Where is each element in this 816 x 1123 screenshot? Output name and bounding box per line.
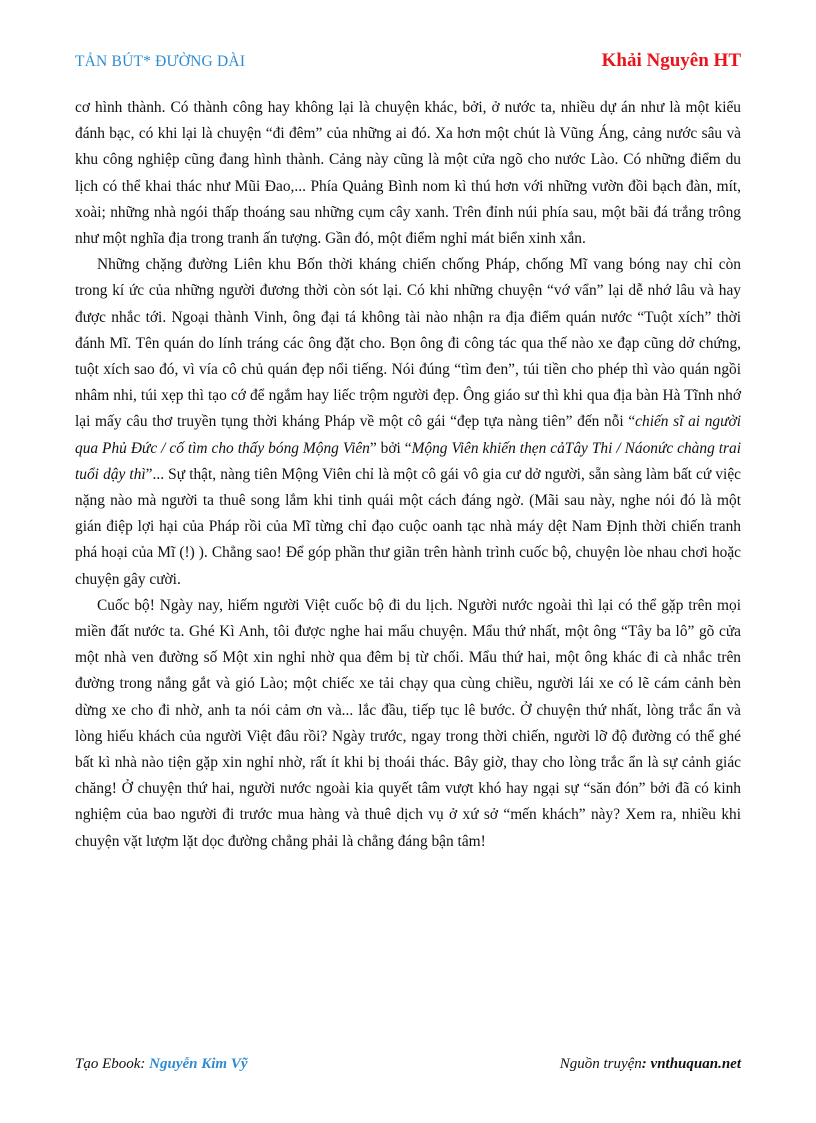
source-site-link[interactable]: vnthuquan.net xyxy=(650,1056,741,1072)
paragraph-3: Cuốc bộ! Ngày nay, hiếm người Việt cuốc bộ đi du lịch. Người nước ngoài thì lại có thể gặp trên mọi miền đất nước ta. Ghé Kì Anh, tôi được nghe hai mẩu chuyện. Mẩu thứ nhất, một ông “Tây ba lô” gõ cửa một nhà ven đường số Một xin nghỉ nhờ qua đêm bị từ chối. Mẩu thứ hai, một ông khác đi cà nhắc trên đường trong nắng gắt và gió Lào; một chiếc xe tải chạy qua cùng chiều, người lái xe có lẽ cám cảnh bèn dừng xe cho đi nhờ, anh ta nói cảm ơn và... lắc đầu, tiếp tục lê bước. Ở chuyện thứ nhất, lòng trắc ẩn và lòng hiếu khách của người Việt đâu rồi? Ngày trước, ngay trong thời chiến, người lỡ độ đường có thể ghé bất kì nhà nào tiện gặp xin nghỉ nhờ, rất ít khi bị thoái thác. Bây giờ, thay cho lòng trắc ẩn là sự cảnh giác chăng! Ở chuyện thứ hai, người nước ngoài kia quyết tâm vượt khó hay ngại sự “săn đón” bởi đã có kinh nghiệm của bao người đi trước mua hàng và thuê dịch vụ ở xứ sở “mến khách” này? Xem ra, nhiều khi chuyện vặt lượm lặt dọc đường chẳng phải là chẳng đáng bận tâm! xyxy=(75,596,741,850)
source-credit-separator: : xyxy=(641,1056,651,1072)
author-name: Khải Nguyên HT xyxy=(601,50,741,71)
ebook-credit xyxy=(75,1056,248,1073)
page-footer xyxy=(75,1056,741,1078)
source-credit-label: Nguồn truyện xyxy=(559,1056,642,1072)
body-text xyxy=(75,95,741,855)
book-title: TẢN BÚT* ĐƯỜNG DÀI xyxy=(75,53,246,70)
ebook-creator-name: Nguyễn Kim Vỹ xyxy=(149,1056,248,1072)
page-header xyxy=(75,50,741,76)
ebook-credit-label: Tạo Ebook xyxy=(75,1056,141,1072)
poem-quote-1: chiến sĩ ai người qua Phủ Đức / cố tìm cho thấy bóng Mộng Viên xyxy=(75,413,741,457)
source-credit xyxy=(560,1056,741,1073)
paragraph-2-part-a: Những chặng đường Liên khu Bốn thời kháng chiến chống Pháp, chống Mĩ vang bóng nay chỉ còn trong kí ức của những người đương thời còn sót lại. Có khi những chuyện “vớ vẩn” lại dễ nhớ lâu và hay được nhắc tới. Ngoại thành Vinh, ông đại tá không tài nào nhận ra địa điểm quán nước “Tuột xích” thời đánh Mĩ. Tên quán do lính tráng các ông đặt cho. Bọn ông đi công tác qua thế nào xe đạp cũng dở chứng, tuột xích sao đó, vì vía cô chủ quán đẹp nổi tiếng. Nói đúng “tìm đen”, túi tiền cho phép thì vào quán ngồi nhâm nhi, túi xẹp thì tạo cớ để ngắm hay liếc trộm người đẹp. Ông giáo sư thì khi qua địa bàn Hà Tĩnh nhớ lại mấy câu thơ truyền tụng thời kháng Pháp về một cô gái “đẹp tựa nàng tiên” đến nỗi “ xyxy=(75,256,741,431)
paragraph-1: cơ hình thành. Có thành công hay không lại là chuyện khác, bởi, ở nước ta, nhiều dự án như là một kiểu đánh bạc, có khi lại là chuyện “đi đêm” của những ai đó. Xa hơn một chút là Vũng Áng, cảng nước sâu và khu công nghiệp cũng đang hình thành. Cảng này cũng là một cửa ngõ cho nước Lào. Có những điểm du lịch có thể khai thác như Mũi Đao,... Phía Quảng Bình nom kì thú hơn với những vườn đồi bạch đàn, mít, xoài; những nhà ngói thấp thoáng sau những cụm cây xanh. Trên đỉnh núi phía sau, một bãi đá trắng trông như một nghĩa địa trong tranh ấn tượng. Gần đó, một điểm nghỉ mát biển xinh xắn. xyxy=(75,99,741,248)
paragraph-2-part-b: ” bởi “ xyxy=(369,439,412,457)
ebook-credit-separator: : xyxy=(140,1056,150,1072)
paragraph-2 xyxy=(75,252,741,593)
poem-quote-2: Mộng Viên khiến thẹn cảTây Thi / Náonức chàng trai tuổi dậy thì xyxy=(75,439,741,483)
paragraph-2-part-c: ”... Sự thật, nàng tiên Mộng Viên chỉ là một cô gái vô gia cư dở người, sẵn sàng làm bất cứ việc nặng nào mà người ta thuê song lắm khi tinh quái một cách đáng ngờ. (Mãi sau này, nghe nói đó là một gián điệp lợi hại của Pháp rồi của Mĩ từng chỉ đạo cuộc oanh tạc nhà máy dệt Nam Định thời chiến tranh phá hoại của Mĩ (!) ). Chẳng sao! Để góp phần thư giãn trên hành trình cuốc bộ, chuyện lòe nhau chơi hoặc chuyện gây cười. xyxy=(75,465,741,588)
